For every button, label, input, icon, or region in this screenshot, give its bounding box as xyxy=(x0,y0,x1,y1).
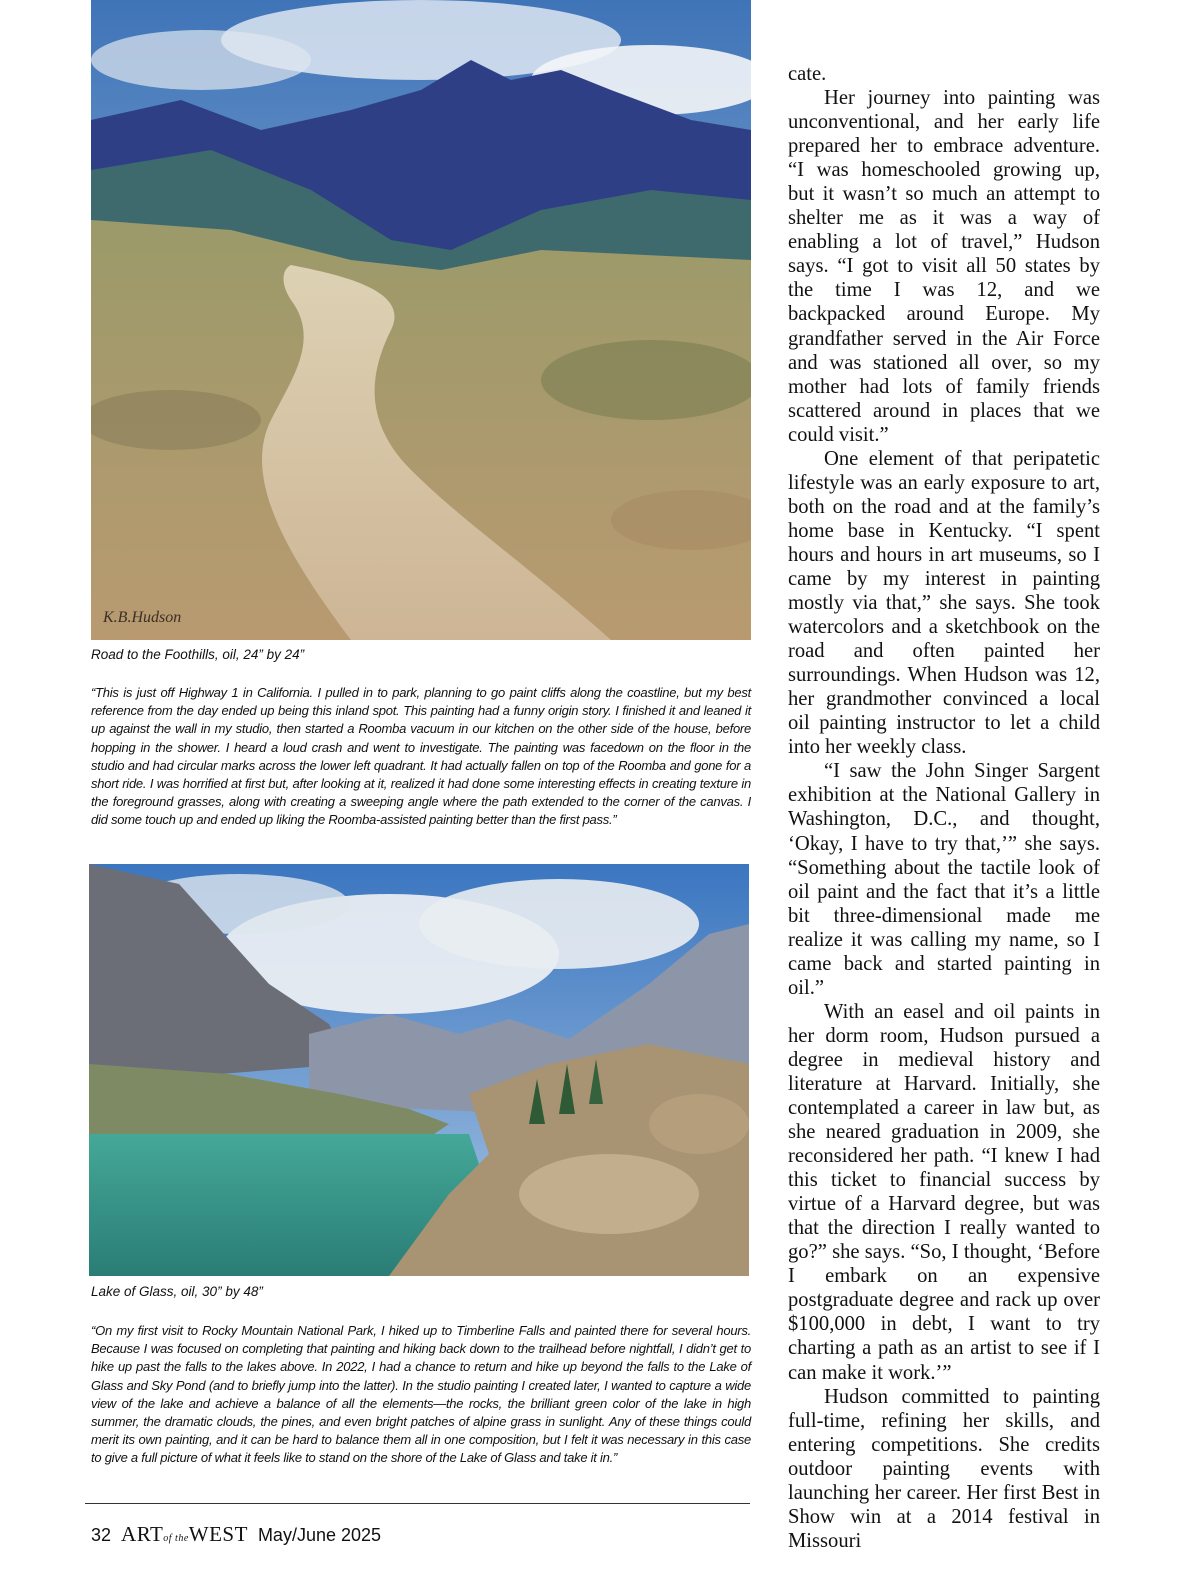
article-paragraph: One element of that peripatetic lifestyle was an early exposure to art, both on the road and at the family’s home base in Kentucky. “I spent hours and hours in art museums, so I came by my interest in painting mostly via that,” she says. She took watercolors and a sketchbook on the road and often painted her surroundings. When Hudson was 12, her grandmother convinced a local oil painting instructor to let a child into her weekly class. xyxy=(788,447,1100,759)
article-paragraph: Hudson committed to painting full-time, refining her skills, and entering competitions. She credits outdoor painting events with launching her career. Her first Best in Show win at a 2014 festival in Missouri xyxy=(788,1385,1100,1552)
article-column xyxy=(788,62,1100,1553)
issue-date: May/June 2025 xyxy=(257,1525,382,1545)
painting-road-to-the-foothills xyxy=(91,0,751,640)
svg-text:K.B.Hudson: K.B.Hudson xyxy=(103,609,182,626)
figure-2-quote: “On my first visit to Rocky Mountain National Park, I hiked up to Timberline Falls and painted there for several hours. Because I was focused on completing that painting and hiking back down to the trailhead before nightfall, I didn’t get to hike up past the falls to the lakes above. In 2022, I had a chance to return and hike up beyond the falls to the Lake of Glass and Sky Pond (and to briefly jump into the latter). In the studio painting I created later, I wanted to capture a wide view of the lake and achieve a balance of all the elements—the rocks, the brilliant green color of the lake in high summer, the dramatic clouds, the pines, and even bright patches of alpine grass in sunlight. Any of these things could merit its own painting, and it can be hard to balance them all in one composition, but I felt it was necessary in this case to give a full picture of what it feels like to stand on the shore of the Lake of Glass and take it in.” xyxy=(91,1323,751,1466)
magazine-logo xyxy=(121,1522,248,1547)
figure-2-title: Lake of Glass, oil, 30” by 48” xyxy=(91,1284,263,1299)
magazine-logo-of-the: of the xyxy=(163,1533,189,1544)
article-paragraph: “I saw the John Singer Sargent exhibition at the National Gallery in Washington, D.C., and thought, ‘Okay, I have to try that,’” she says. “Something about the tactile look of oil paint and the fact that it’s a little bit three-dimensional made me realize it was calling my name, so I came back and started painting in oil.” xyxy=(788,760,1100,999)
page-footer xyxy=(91,1522,381,1552)
figure-1-quote: “This is just off Highway 1 in California. I pulled in to park, planning to go paint cliffs along the coastline, but my best reference from the day ended up being this inland spot. This painting had a funny origin story. I finished it and leaned it up against the wall in my studio, then started a Roomba vacuum in our kitchen on the other side of the house, before hopping in the shower. I heard a loud crash and went to investigate. The painting was facedown on the floor in the studio and had circular marks across the lower left quadrant. It had actually fallen on top of the Roomba and gone for a short ride. I was horrified at first but, after looking at it, realized it had done some interesting effects in creating texture in the foreground grasses, along with creating a sweeping angle where the path extended to the corner of the canvas. I did some touch up and ended up liking the Roomba-assisted painting better than the first pass.” xyxy=(91,685,751,828)
page-number: 32 xyxy=(91,1525,112,1545)
magazine-logo-west: WEST xyxy=(188,1522,248,1546)
magazine-logo-art: ART xyxy=(121,1522,164,1546)
article-paragraph: cate. xyxy=(788,63,827,85)
article-paragraph: With an easel and oil paints in her dorm room, Hudson pursued a degree in medieval history and literature at Harvard. Initially, she contemplated a career in law but, as she neared graduation in 2009, she reconsidered her path. “I knew I had this ticket to financial success by virtue of a Harvard degree, but was that the direction I really wanted to go?” she says. “So, I thought, ‘Before I embark on an expensive postgraduate degree and rack up over $100,000 in debt, I want to try charting a path as an artist to see if I can make it work.’” xyxy=(788,1000,1100,1384)
figure-1-title: Road to the Foothills, oil, 24” by 24” xyxy=(91,647,305,662)
painting-lake-of-glass xyxy=(89,864,749,1276)
article-paragraph: Her journey into painting was unconventional, and her early life prepared her to embrace adventure. “I was homeschooled growing up, but it wasn’t so much an attempt to shelter me as it was a way of enabling a lot of travel,” Hudson says. “I got to visit all 50 states by the time I was 12, and we backpacked around Europe. My grandfather served in the Air Force and was stationed all over, so my mother had lots of family friends scattered around in places that we could visit.” xyxy=(788,87,1100,446)
footer-rule xyxy=(85,1503,750,1504)
